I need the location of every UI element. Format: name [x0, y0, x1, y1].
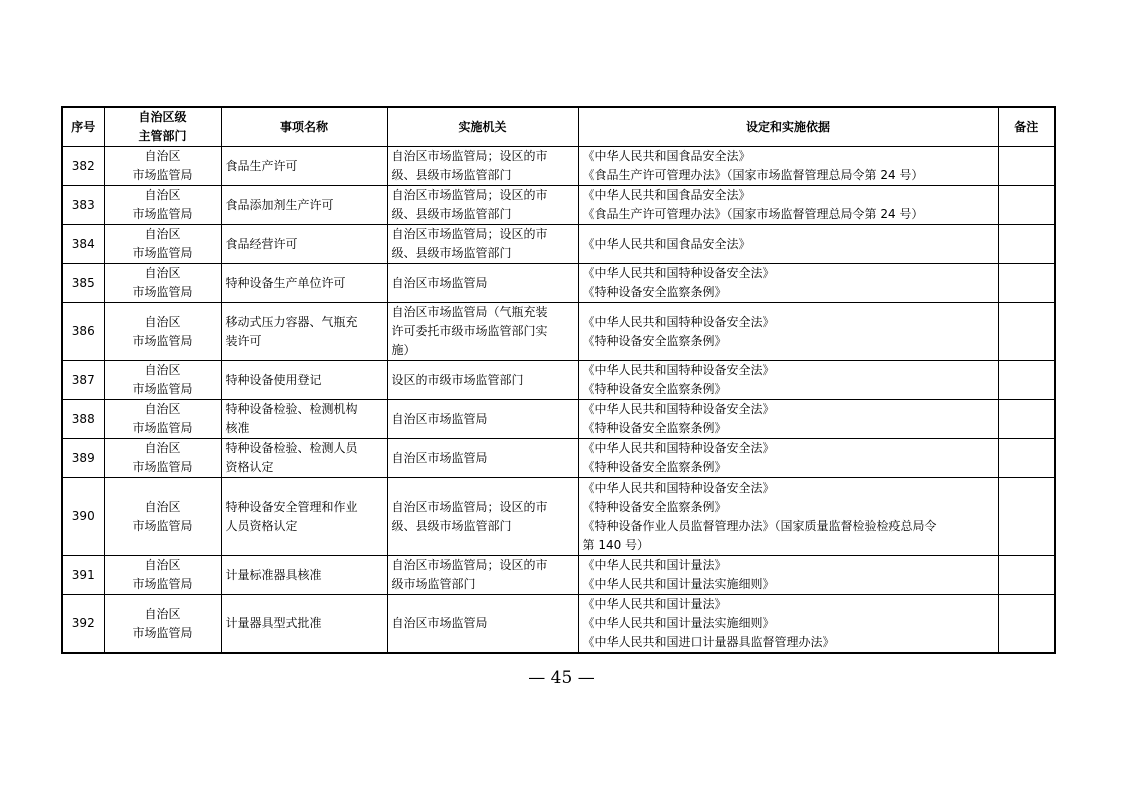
table-row [62, 186, 1055, 225]
row-org: 自治区市场监管局 [387, 439, 578, 478]
header-item-name: 事项名称 [221, 107, 387, 147]
table-row [62, 264, 1055, 303]
row-dept: 自治区 市场监管局 [104, 595, 221, 654]
row-dept: 自治区 市场监管局 [104, 361, 221, 400]
row-item-name: 食品添加剂生产许可 [221, 186, 387, 225]
table-row [62, 303, 1055, 361]
row-number: 385 [62, 264, 104, 303]
table-row [62, 361, 1055, 400]
row-note [998, 361, 1055, 400]
row-basis: 《中华人民共和国特种设备安全法》 《特种设备安全监察条例》 [578, 303, 998, 361]
header-seq: 序号 [62, 107, 104, 147]
row-number: 390 [62, 478, 104, 556]
row-dept: 自治区 市场监管局 [104, 186, 221, 225]
row-basis: 《中华人民共和国食品安全法》 《食品生产许可管理办法》（国家市场监督管理总局令第 24 号） [578, 186, 998, 225]
row-org: 自治区市场监管局；设区的市 级、县级市场监管部门 [387, 478, 578, 556]
row-basis: 《中华人民共和国特种设备安全法》 《特种设备安全监察条例》 [578, 264, 998, 303]
row-org: 设区的市级市场监管部门 [387, 361, 578, 400]
row-basis: 《中华人民共和国计量法》 《中华人民共和国计量法实施细则》 [578, 556, 998, 595]
items-table [61, 106, 1056, 654]
row-dept: 自治区 市场监管局 [104, 264, 221, 303]
row-basis: 《中华人民共和国特种设备安全法》 《特种设备安全监察条例》 [578, 400, 998, 439]
row-number: 391 [62, 556, 104, 595]
row-basis: 《中华人民共和国食品安全法》 [578, 225, 998, 264]
row-number: 388 [62, 400, 104, 439]
header-dept: 自治区级 主管部门 [104, 107, 221, 147]
row-dept: 自治区 市场监管局 [104, 556, 221, 595]
row-number: 392 [62, 595, 104, 654]
header-basis: 设定和实施依据 [578, 107, 998, 147]
row-item-name: 计量标准器具核准 [221, 556, 387, 595]
row-item-name: 食品经营许可 [221, 225, 387, 264]
row-org: 自治区市场监管局 [387, 264, 578, 303]
row-org: 自治区市场监管局；设区的市 级、县级市场监管部门 [387, 147, 578, 186]
row-org: 自治区市场监管局；设区的市 级市场监管部门 [387, 556, 578, 595]
table-row [62, 478, 1055, 556]
row-note [998, 595, 1055, 654]
row-note [998, 439, 1055, 478]
row-dept: 自治区 市场监管局 [104, 400, 221, 439]
table-row [62, 147, 1055, 186]
row-item-name: 特种设备使用登记 [221, 361, 387, 400]
row-org: 自治区市场监管局；设区的市 级、县级市场监管部门 [387, 186, 578, 225]
row-org: 自治区市场监管局（气瓶充装 许可委托市级市场监管部门实 施） [387, 303, 578, 361]
row-basis: 《中华人民共和国食品安全法》 《食品生产许可管理办法》（国家市场监督管理总局令第 24 号） [578, 147, 998, 186]
row-org: 自治区市场监管局 [387, 400, 578, 439]
header-note: 备注 [998, 107, 1055, 147]
row-dept: 自治区 市场监管局 [104, 439, 221, 478]
header-org: 实施机关 [387, 107, 578, 147]
row-basis: 《中华人民共和国特种设备安全法》 《特种设备安全监察条例》 [578, 361, 998, 400]
row-note [998, 303, 1055, 361]
row-number: 383 [62, 186, 104, 225]
row-item-name: 特种设备安全管理和作业 人员资格认定 [221, 478, 387, 556]
row-note [998, 400, 1055, 439]
row-number: 386 [62, 303, 104, 361]
row-note [998, 556, 1055, 595]
row-item-name: 移动式压力容器、气瓶充 装许可 [221, 303, 387, 361]
table-row [62, 225, 1055, 264]
row-number: 384 [62, 225, 104, 264]
table-row [62, 556, 1055, 595]
row-basis: 《中华人民共和国计量法》 《中华人民共和国计量法实施细则》 《中华人民共和国进口计量器具监督管理办法》 [578, 595, 998, 654]
row-number: 389 [62, 439, 104, 478]
row-dept: 自治区 市场监管局 [104, 478, 221, 556]
row-note [998, 225, 1055, 264]
row-number: 382 [62, 147, 104, 186]
page-number: — 45 — [528, 668, 595, 688]
row-basis: 《中华人民共和国特种设备安全法》 《特种设备安全监察条例》 《特种设备作业人员监督管理办法》（国家质量监督检验检疫总局令 第 140 号） [578, 478, 998, 556]
row-note [998, 264, 1055, 303]
row-org: 自治区市场监管局；设区的市 级、县级市场监管部门 [387, 225, 578, 264]
table-row [62, 439, 1055, 478]
row-item-name: 特种设备生产单位许可 [221, 264, 387, 303]
row-note [998, 147, 1055, 186]
row-org: 自治区市场监管局 [387, 595, 578, 654]
row-dept: 自治区 市场监管局 [104, 147, 221, 186]
table-header-row [62, 107, 1055, 147]
row-note [998, 478, 1055, 556]
row-basis: 《中华人民共和国特种设备安全法》 《特种设备安全监察条例》 [578, 439, 998, 478]
table-row [62, 400, 1055, 439]
row-item-name: 特种设备检验、检测机构 核准 [221, 400, 387, 439]
row-item-name: 特种设备检验、检测人员 资格认定 [221, 439, 387, 478]
row-dept: 自治区 市场监管局 [104, 225, 221, 264]
row-item-name: 食品生产许可 [221, 147, 387, 186]
row-note [998, 186, 1055, 225]
row-number: 387 [62, 361, 104, 400]
row-item-name: 计量器具型式批准 [221, 595, 387, 654]
row-dept: 自治区 市场监管局 [104, 303, 221, 361]
table-row [62, 595, 1055, 654]
